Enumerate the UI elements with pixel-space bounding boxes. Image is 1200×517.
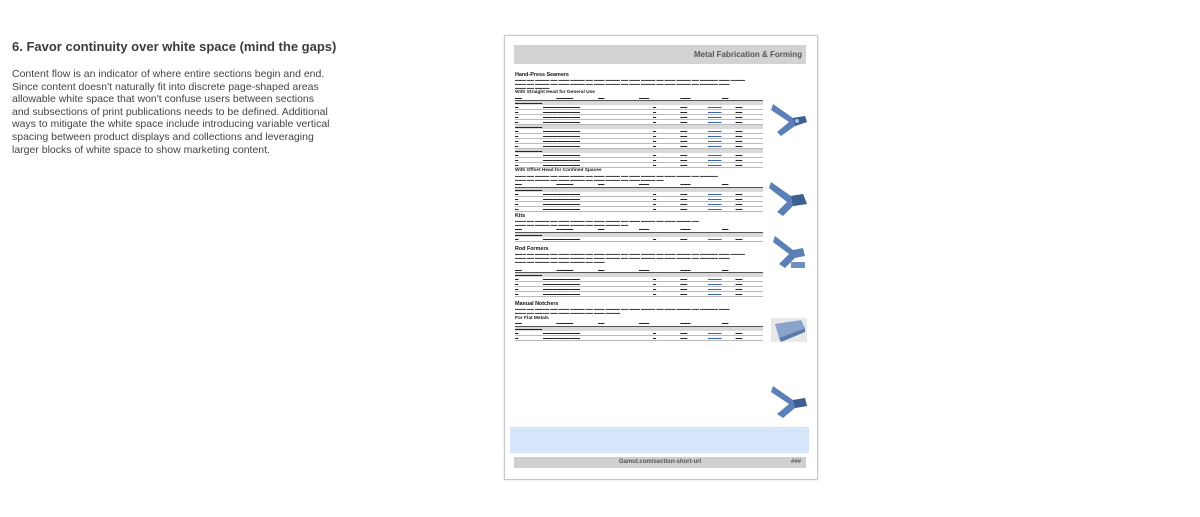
- catalog-content: [515, 70, 763, 341]
- table-row: ▬ ▬▬▬▬▬▬▬▬▬▬▬ ▬ ▬▬ ▬▬▬▬ ▬▬: [515, 120, 763, 125]
- table-row: ▬ ▬▬▬▬▬▬▬▬▬▬▬ ▬ ▬▬ ▬▬▬▬ ▬▬: [515, 237, 763, 242]
- catalog-section-title: Manual Notchers: [515, 301, 559, 308]
- catalog-section-paragraph: ▬▬▬ ▬▬ ▬▬▬▬ ▬▬ ▬▬▬ ▬▬▬▬ ▬▬ ▬▬▬ ▬▬▬▬ ▬▬ ▬▬▬ ▬▬▬▬ ▬▬ ▬▬▬ ▬▬▬▬ ▬▬ ▬▬▬▬▬ ▬▬▬ ▬▬ ▬▬▬▬ ▬▬ ▬▬▬ ▬▬▬▬ ▬▬ ▬▬▬ ▬▬▬▬ ▬▬ ▬▬▬ ▬▬▬▬ ▬▬: [515, 173, 718, 182]
- catalog-table: [515, 101, 763, 168]
- table-row: ▬ ▬▬▬▬▬▬▬▬▬▬▬ ▬ ▬▬ ▬▬▬▬ ▬▬: [515, 163, 763, 168]
- table-group-band: ▬▬▬▬▬▬▬▬: [515, 273, 763, 277]
- table-row: ▬ ▬▬▬▬▬▬▬▬▬▬▬ ▬ ▬▬ ▬▬▬▬ ▬▬: [515, 115, 763, 120]
- catalog-table: [515, 273, 763, 297]
- catalog-section-paragraph: ▬▬▬ ▬▬ ▬▬▬▬ ▬▬ ▬▬▬ ▬▬▬▬ ▬▬ ▬▬▬ ▬▬▬▬ ▬▬ ▬▬▬ ▬▬▬▬ ▬▬ ▬▬▬ ▬▬▬▬ ▬▬ ▬▬▬▬▬ ▬▬▬ ▬▬▬▬ ▬▬▬ ▬▬ ▬▬▬▬ ▬▬ ▬▬▬ ▬▬▬▬ ▬▬ ▬▬▬ ▬▬▬▬ ▬▬ ▬▬▬ ▬▬▬▬ ▬▬ ▬▬▬ ▬▬▬▬ ▬▬ ▬▬▬▬▬ ▬▬▬ ▬▬▬ ▬▬ ▬▬▬▬: [515, 77, 746, 90]
- table-group-band: ▬▬▬▬▬▬▬▬: [515, 188, 763, 192]
- rod-former-photo: [767, 308, 811, 352]
- catalog-table-header: ▬▬ ▬▬▬▬▬ ▬▬ ▬▬▬ ▬▬▬ ▬▬: [515, 227, 763, 233]
- catalog-subsection-title: With Straight Head for General Use: [515, 90, 595, 96]
- table-row: ▬ ▬▬▬▬▬▬▬▬▬▬▬ ▬ ▬▬ ▬▬▬▬ ▬▬: [515, 144, 763, 149]
- catalog-section-paragraph: ▬▬▬ ▬▬ ▬▬▬▬ ▬▬ ▬▬▬ ▬▬▬▬ ▬▬ ▬▬▬ ▬▬▬▬ ▬▬ ▬▬▬ ▬▬▬▬ ▬▬ ▬▬▬ ▬▬▬▬ ▬▬ ▬▬▬▬▬ ▬▬▬ ▬▬▬ ▬▬ ▬▬▬▬ ▬▬ ▬▬▬ ▬▬▬▬ ▬▬ ▬▬▬ ▬▬▬▬: [515, 307, 730, 316]
- table-row: ▬ ▬▬▬▬▬▬▬▬▬▬▬ ▬ ▬▬ ▬▬▬▬ ▬▬: [515, 192, 763, 197]
- catalog-table-header: ▬▬ ▬▬▬▬▬ ▬▬ ▬▬▬ ▬▬▬ ▬▬: [515, 268, 763, 274]
- catalog-footer: [514, 457, 806, 468]
- table-group-band: ▬▬▬▬▬▬▬▬: [515, 101, 763, 105]
- section-heading: 6. Favor continuity over white space (mind the gaps): [12, 39, 337, 54]
- table-row: ▬ ▬▬▬▬▬▬▬▬▬▬▬ ▬ ▬▬ ▬▬▬▬ ▬▬: [515, 336, 763, 341]
- offset-seamer-photo: [767, 176, 811, 220]
- table-row: ▬ ▬▬▬▬▬▬▬▬▬▬▬ ▬ ▬▬ ▬▬▬▬ ▬▬: [515, 110, 763, 115]
- catalog-section-title: Hand-Press Seamers: [515, 71, 569, 78]
- table-row: ▬ ▬▬▬▬▬▬▬▬▬▬▬ ▬ ▬▬ ▬▬▬▬ ▬▬: [515, 202, 763, 207]
- table-row: ▬ ▬▬▬▬▬▬▬▬▬▬▬ ▬ ▬▬ ▬▬▬▬ ▬▬: [515, 197, 763, 202]
- seamer-photo: [767, 96, 811, 140]
- table-row: ▬ ▬▬▬▬▬▬▬▬▬▬▬ ▬ ▬▬ ▬▬▬▬ ▬▬: [515, 129, 763, 134]
- catalog-banner: Metal Fabrication & Forming: [514, 45, 806, 64]
- section-description: Content flow is an indicator of where entire sections begin and end. Since content doesn't naturally fit into discrete page-shaped areas allowable white space that won't confuse users between sections and subsections of print publications needs to be defined. Additional ways to mitigate the white space include introducing variable vertical spacing between product displays and collections and leveraging larger blocks of white space to show marketing content.: [12, 68, 330, 156]
- table-row: ▬ ▬▬▬▬▬▬▬▬▬▬▬ ▬ ▬▬ ▬▬▬▬ ▬▬: [515, 277, 763, 282]
- table-row: ▬ ▬▬▬▬▬▬▬▬▬▬▬ ▬ ▬▬ ▬▬▬▬ ▬▬: [515, 139, 763, 144]
- catalog-page-thumbnail: [504, 35, 818, 480]
- table-row: ▬ ▬▬▬▬▬▬▬▬▬▬▬ ▬ ▬▬ ▬▬▬▬ ▬▬: [515, 105, 763, 110]
- catalog-section-title: Kits: [515, 213, 526, 220]
- catalog-section-paragraph: ▬▬▬ ▬▬ ▬▬▬▬ ▬▬ ▬▬▬ ▬▬▬▬ ▬▬ ▬▬▬ ▬▬▬▬ ▬▬ ▬▬▬ ▬▬▬▬ ▬▬ ▬▬▬ ▬▬▬▬ ▬▬ ▬▬▬ ▬▬ ▬▬▬▬ ▬▬ ▬▬▬ ▬▬▬▬ ▬▬ ▬▬▬ ▬▬▬▬ ▬▬: [515, 219, 699, 228]
- footer-url: Gamut.com/section-short-url: [618, 459, 702, 465]
- marketing-white-space: [510, 427, 809, 453]
- catalog-section-title: Rod Formers: [515, 246, 549, 253]
- notcher-photo: [767, 378, 811, 422]
- table-row: ▬ ▬▬▬▬▬▬▬▬▬▬▬ ▬ ▬▬ ▬▬▬▬ ▬▬: [515, 331, 763, 336]
- catalog-table-header: ▬▬ ▬▬▬▬▬ ▬▬ ▬▬▬ ▬▬▬ ▬▬: [515, 182, 763, 188]
- table-row: ▬ ▬▬▬▬▬▬▬▬▬▬▬ ▬ ▬▬ ▬▬▬▬ ▬▬: [515, 282, 763, 287]
- catalog-table-header: ▬▬ ▬▬▬▬▬ ▬▬ ▬▬▬ ▬▬▬ ▬▬: [515, 96, 763, 102]
- table-group-band: ▬▬▬▬▬▬▬▬: [515, 327, 763, 331]
- catalog-table: [515, 327, 763, 341]
- table-row: ▬ ▬▬▬▬▬▬▬▬▬▬▬ ▬ ▬▬ ▬▬▬▬ ▬▬: [515, 207, 763, 212]
- table-group-band: ▬▬▬▬▬▬▬▬: [515, 149, 763, 153]
- table-row: ▬ ▬▬▬▬▬▬▬▬▬▬▬ ▬ ▬▬ ▬▬▬▬ ▬▬: [515, 287, 763, 292]
- table-row: ▬ ▬▬▬▬▬▬▬▬▬▬▬ ▬ ▬▬ ▬▬▬▬ ▬▬: [515, 134, 763, 139]
- catalog-table: [515, 188, 763, 212]
- catalog-table: [515, 233, 763, 242]
- catalog-section-paragraph: ▬▬▬ ▬▬ ▬▬▬▬ ▬▬ ▬▬▬ ▬▬▬▬ ▬▬ ▬▬▬ ▬▬▬▬ ▬▬ ▬▬▬ ▬▬▬▬ ▬▬ ▬▬▬ ▬▬▬▬ ▬▬ ▬▬▬▬▬ ▬▬▬ ▬▬▬▬ ▬▬▬ ▬▬ ▬▬▬▬ ▬▬ ▬▬▬ ▬▬▬▬ ▬▬ ▬▬▬ ▬▬▬▬ ▬▬ ▬▬▬ ▬▬▬▬ ▬▬ ▬▬▬ ▬▬▬▬ ▬▬ ▬▬▬▬▬ ▬▬▬ ▬▬▬ ▬▬ ▬▬▬▬ ▬▬ ▬▬▬ ▬▬▬▬ ▬▬ ▬▬▬: [515, 252, 746, 265]
- page-number: ###: [790, 459, 801, 465]
- table-group-band: ▬▬▬▬▬▬▬▬: [515, 233, 763, 237]
- catalog-subsection-title: With Offset Head for Confined Spaces: [515, 168, 602, 174]
- table-row: ▬ ▬▬▬▬▬▬▬▬▬▬▬ ▬ ▬▬ ▬▬▬▬ ▬▬: [515, 158, 763, 163]
- catalog-subsection-title: For Flat Metals: [515, 315, 549, 321]
- table-group-band: ▬▬▬▬▬▬▬▬: [515, 125, 763, 129]
- table-row: ▬ ▬▬▬▬▬▬▬▬▬▬▬ ▬ ▬▬ ▬▬▬▬ ▬▬: [515, 292, 763, 297]
- catalog-table-header: ▬▬ ▬▬▬▬▬ ▬▬ ▬▬▬ ▬▬▬ ▬▬: [515, 321, 763, 327]
- kit-photo: [767, 232, 811, 276]
- table-row: ▬ ▬▬▬▬▬▬▬▬▬▬▬ ▬ ▬▬ ▬▬▬▬ ▬▬: [515, 153, 763, 158]
